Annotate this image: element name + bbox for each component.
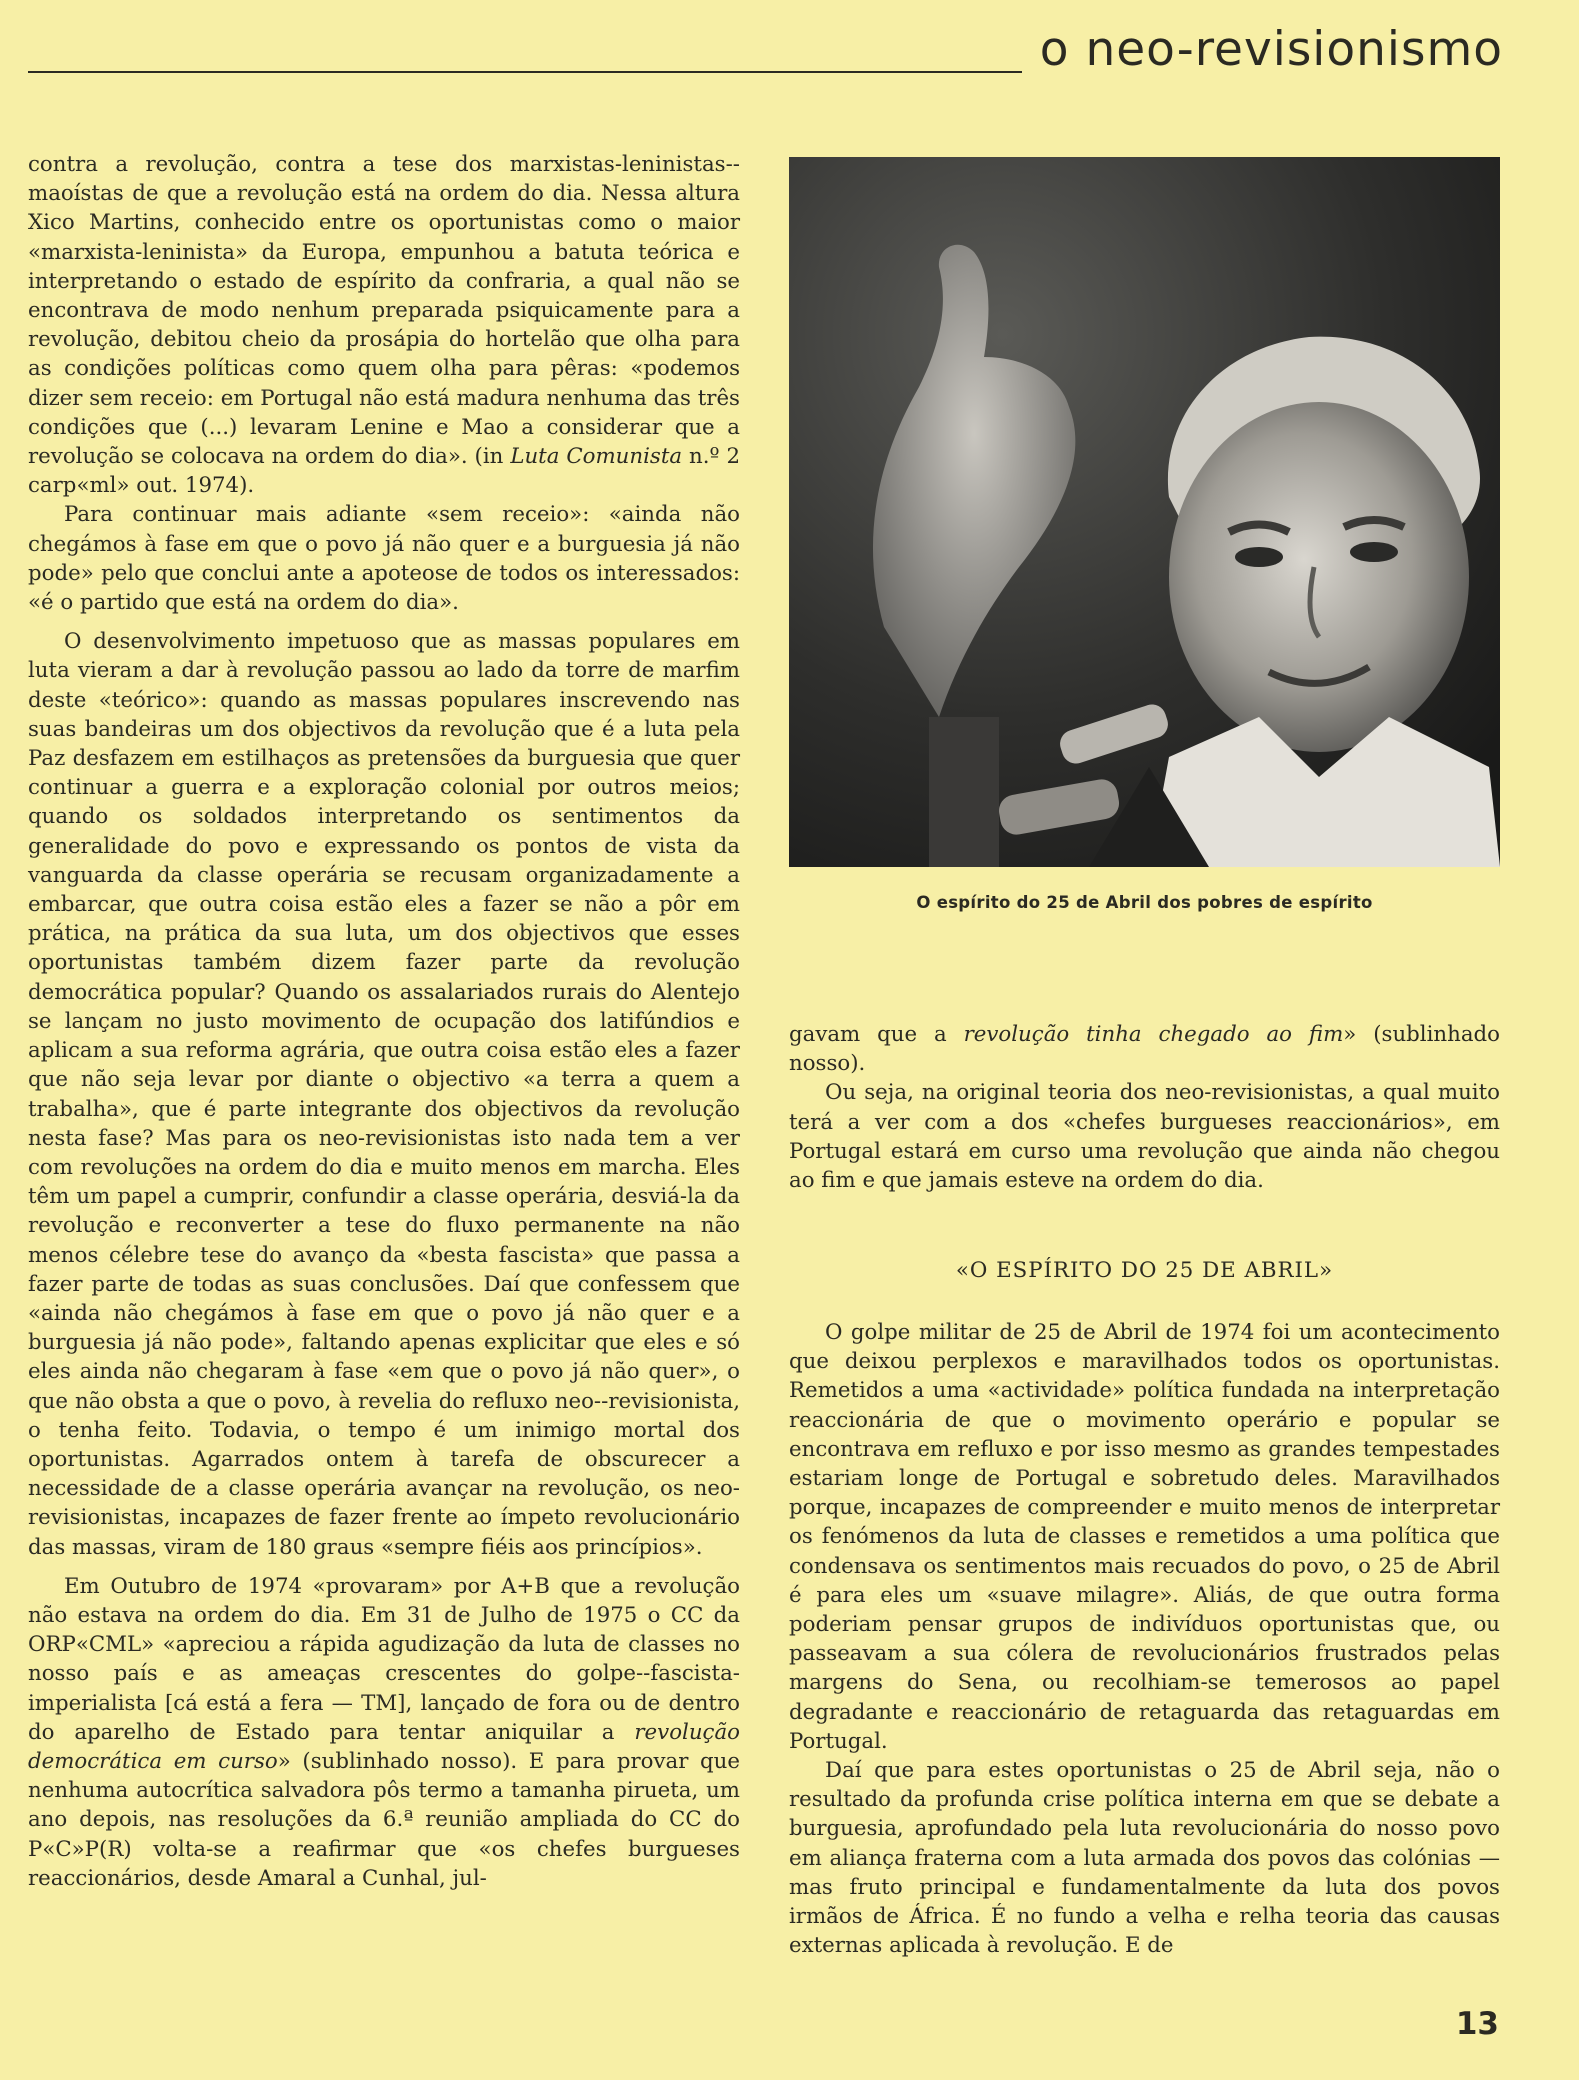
right-column-bottom [789, 1318, 1500, 1960]
right-column-top [789, 1020, 1500, 1195]
right-paragraph-1: gavam que a revolução tinha chegado ao fim» (sublinhado nosso). [789, 1022, 1501, 1077]
right-paragraph-3: O golpe militar de 25 de Abril de 1974 foi um acontecimento que deixou perplexos e maravilhados todos os oportunistas. Remetidos a uma «actividade» política fundada na interpretação reaccionária de que o movimento operário e popular se encontrava em refluxo e por isso mesmo as grandes tempestades estariam longe de Portugal e sobretudo deles. Maravilhados porque, incapazes de compreender e muito menos de interpretar os fenómenos da luta de classes e remetidos a uma política que condensava os sentimentos mais recuados do povo, o 25 de Abril é para eles um «suave milagre». Aliás, de que outra forma poderiam pensar grupos de indivíduos oportunistas que, ou passeavam a sua cólera de revolucionários frustrados pelas margens do Sena, ou recolhiam-se temerosos ao papel degradante e reaccionário de retaguarda das retaguardas em Portugal. [789, 1320, 1500, 1754]
left-paragraph-3: O desenvolvimento impetuoso que as massas populares em luta vieram a dar à revolução passou ao lado da torre de marfim deste «teórico»: quando as massas populares inscrevendo nas suas bandeiras um dos objectivos da revolução que é a luta pela Paz desfazem em estilhaços as pretensões da burguesia que quer continuar a guerra e a exploração colonial por outros meios; quando os soldados interpretando os sentimentos da generalidade do povo e expressando os pontos de vista da vanguarda da classe operária se recusam organizadamente a embarcar, que outra coisa estão eles a fazer se não a pôr em prática, na prática da sua luta, um dos objectivos que esses oportunistas também dizem fazer parte da revolução democrática popular? Quando os assalariados rurais do Alentejo se lançam no justo movimento de ocupação dos latifúndios e aplicam a sua reforma agrária, que outra coisa estão eles a fazer que não seja levar por diante o objectivo «a terra a quem a trabalha», que é parte integrante dos objectivos da revolução nesta fase? Mas para os neo-revisionistas isto nada tem a ver com revoluções na ordem do dia e muito menos em marcha. Eles têm um papel a cumprir, confundir a classe operária, desviá-la da revolução e reconverter a tese do fluxo permanente na não menos célebre tese do avanço da «besta fascista» que passa a fazer parte de todas as suas conclusões. Daí que confessem que «ainda não chegámos à fase em que o povo já não quer e a burguesia já não pode», faltando apenas explicitar que eles e só eles ainda não chegaram à fase «em que o povo já não quer», o que não obsta a que o povo, à revelia do refluxo neo--revisionista, o tenha feito. Todavia, o tempo é um inimigo mortal dos oportunistas. Agarrados ontem à tarefa de obscurecer a necessidade de a classe operária avançar na revolução, os neo-revisionistas, incapazes de fazer frente ao ímpeto revolucionário das massas, viram de 180 graus «sempre fiéis aos princípios». [28, 629, 740, 1560]
right-paragraph-2: Ou seja, na original teoria dos neo-revisionistas, a qual muito terá a ver com a dos «chefes burgueses reaccionários», em Portugal estará em curso uma revolução que ainda não chegou ao fim e que jamais esteve na ordem do dia. [789, 1080, 1500, 1194]
section-heading: «O ESPÍRITO DO 25 DE ABRIL» [955, 1258, 1334, 1283]
page-header-title: o neo-revisionismo [1039, 22, 1503, 77]
page-number: 13 [1455, 2006, 1499, 2042]
left-column [28, 150, 740, 1893]
left-paragraph-1: contra a revolução, contra a tese dos marxistas-leninistas--maoístas de que a revolução está na ordem do dia. Nessa altura Xico Martins, conhecido entre os oportunistas como o maior «marxista-leninista» da Europa, empunhou a batuta teórica e interpretando o estado de espírito da confraria, a qual não se encontrava de modo nenhum preparada psiquicamente para a revolução, debitou cheio da prosápia do hortelão que olha para as condições políticas como quem olha para pêras: «podemos dizer sem receio: em Portugal não está madura nenhuma das três condições que (...) levaram Lenine e Mao a considerar que a revolução se colocava na ordem do dia». (in Luta Comunista n.º 2 carp«ml» out. 1974). [28, 152, 740, 499]
journal-title: Luta Comunista [510, 444, 683, 470]
right-paragraph-4: Daí que para estes oportunistas o 25 de Abril seja, não o resultado da profunda crise política interna em que se debate a burguesia, aprofundado pela luta revolucionária do nosso povo em aliança fraterna com a luta armada dos povos das colónias — mas fruto principal e fundamentalmente da luta dos povos irmãos de África. É no fundo a velha e relha teoria das causas externas aplicada à revolução. E de [789, 1758, 1500, 1959]
header-rule [28, 71, 1022, 73]
photo-caption: O espírito do 25 de Abril dos pobres de espírito [916, 893, 1373, 912]
left-paragraph-2: Para continuar mais adiante «sem receio»: «ainda não chegámos à fase em que o povo já não quer e a burguesia já não pode» pelo que conclui ante a apoteose de todos os interessados: «é o partido que está na ordem do dia». [28, 502, 740, 616]
portrait-photo [789, 157, 1500, 867]
italic-quote: revolução democrática em curso [28, 1719, 740, 1774]
left-paragraph-4: Em Outubro de 1974 «provaram» por A+B que a revolução não estava na ordem do dia. Em 31 de Julho de 1975 o CC da ORP«CML» «apreciou a rápida agudização da luta de classes no nosso país e as ameaças crescentes do golpe--fascista-imperialista [cá está a fera — TM], lançado de fora ou de dentro do aparelho de Estado para tentar aniquilar a revolução democrática em curso» (sublinhado nosso). E para provar que nenhuma autocrítica salvadora pôs termo a tamanha pirueta, um ano depois, nas resoluções da 6.ª reunião ampliada do CC do P«C»P(R) volta-se a reafirmar que «os chefes burgueses reaccionários, desde Amaral a Cunhal, jul- [28, 1573, 740, 1891]
italic-quote: revolução tinha chegado ao fim [963, 1022, 1344, 1047]
